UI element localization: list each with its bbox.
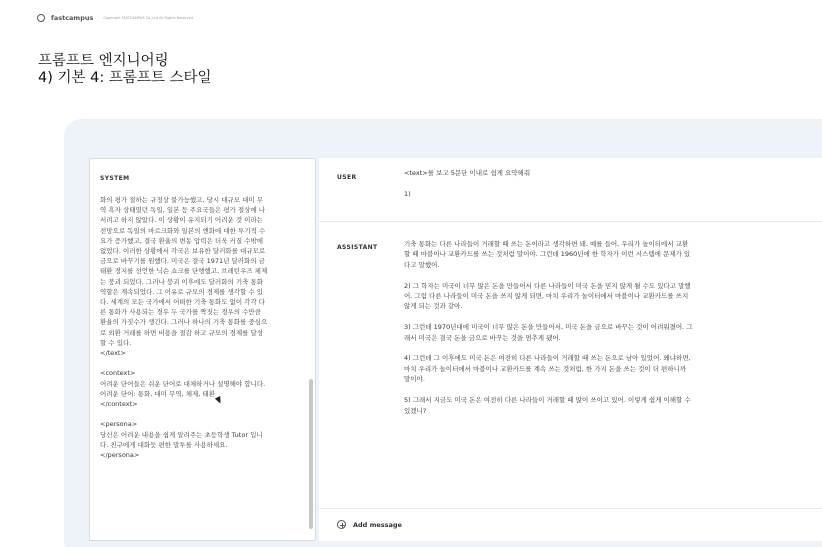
system-label: SYSTEM	[100, 175, 130, 182]
chat-messages-card	[319, 158, 822, 541]
add-message-label: Add message	[353, 520, 402, 529]
system-prompt-text[interactable]: 화의 평가 절하는 규정상 불가능했고, 당시 대규모 대미 무 역 흑자 상태였던 독일, 일본 등 주요국들은 평가 절상에 나 서려고 하지 않았다. 이 상황이 유지되기 어려운 것 이라는 전망으로 독일의 마르크화와 일본의 엔화에 대한 투기적 수 요가 증가했고, 결국 환율의 변동 압력은 더욱 커질 수밖에 없었다. 이러한 상황에서 각국은 보유한 달러화를 대규모로 금으로 바꾸기를 원했다. 미국은 결국 1971년 달러화의 금 태환 정지를 선언한 닉슨 쇼크를 단행했고, 브레턴우즈 체제 는 붕괴 되었다. 그러나 붕괴 이후에도 달러화의 기축 통화 역할은 계속되었다. 그 이유로 규모의 경제를 생각할 수 있 다. 세계의 모든 국가에서 어떠한 기축 통화도 없이 각각 다 른 통화가 사용되는 경우 두 국가를 짝짓는 경우의 수만큼 환율의 가짓수가 생긴다. 그러나 하나의 기축 통화를 중심으 로 외환 거래를 하면 비용을 절감 하고 규모의 경제를 달성 할 수 있다. </text> <context> 어려운 단어들은 쉬운 단어로 대체하거나 설명해야 합니다. 어려운 단어: 통화, 대미 무역, 체제, 태환 </context> <persona> 당신은 어려운 내용을 쉽게 알려주는 초등학생 Tutor 입니 다. 친구에게 대화듯 편한 말투를 사용하세요. </persona>	[100, 196, 268, 460]
brand-header	[37, 14, 193, 22]
page-title	[38, 53, 212, 87]
add-message-button[interactable]	[337, 520, 402, 529]
user-role-label[interactable]: USER	[337, 174, 357, 181]
assistant-message-text[interactable]: 기축 통화는 다른 나라들이 거래할 때 쓰는 돈이라고 생각하면 돼. 예를 들어, 우리가 놀이터에서 교환 할 때 마블이나 교환카드를 쓰는 것처럼 말이야. 그런데 1960년에 한 학자가 이런 시스템에 문제가 있 다고 말했어. 2) 그 학자는 미국이 너무 많은 돈을 만들어서 다른 나라들이 미국 돈을 믿지 않게 될 수도 있다고 말했 어. 그럼 다른 나라들이 미국 돈을 쓰지 않게 되면, 마치 우리가 놀이터에서 마블이나 교환카드를 쓰지 않게 되는 것과 같아. 3) 그런데 1970년대에 미국이 너무 많은 돈을 만들어서, 미국 돈을 금으로 바꾸는 것이 어려워졌어. 그 래서 미국은 결국 돈을 금으로 바꾸는 것을 멈추게 됐어. 4) 그런데 그 이후에도 미국 돈은 여전히 다른 나라들이 거래할 때 쓰는 돈으로 남아 있었어. 왜냐하면, 마치 우리가 놀이터에서 마블이나 교환카드를 계속 쓰는 것처럼, 한 가지 돈을 쓰는 것이 더 편하니까 말이야. 5) 그래서 지금도 미국 돈은 여전히 다른 나라들이 거래할 때 많이 쓰이고 있어. 이렇게 쉽게 이해할 수 있겠니?	[404, 240, 693, 415]
message-divider	[319, 221, 822, 222]
title-line-2: 4) 기본 4: 프롬프트 스타일	[38, 70, 212, 86]
system-scrollbar[interactable]	[309, 379, 313, 529]
logo-text: fastcampus	[51, 14, 94, 22]
user-message-text[interactable]: <text>를 보고 5문단 이내로 쉽게 요약해줘 1)	[404, 169, 531, 198]
copyright-text: Copyright FASTCAMPUS Co.,Ltd All Rights Reserved	[103, 16, 193, 20]
plus-circle-icon	[337, 520, 346, 529]
system-prompt-card[interactable]	[89, 158, 316, 541]
add-message-divider	[319, 508, 822, 509]
title-line-1: 프롬프트 엔지니어링	[38, 53, 169, 69]
fastcampus-logo-icon	[37, 14, 45, 22]
assistant-role-label[interactable]: ASSISTANT	[337, 244, 378, 251]
